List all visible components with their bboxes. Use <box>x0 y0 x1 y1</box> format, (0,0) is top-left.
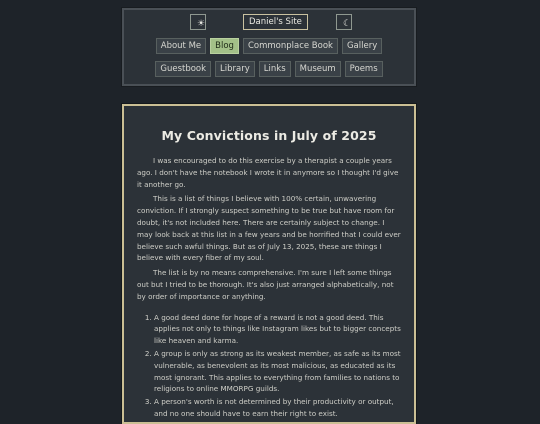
list-item: 2. A group is only as strong as its weakest member, as safe as its most vulnerable, as benevolent as its most malicious, as educated as its most ignorant. This applies to everything from families to nations to religions to online MMORPG guilds. <box>154 348 401 395</box>
list-item: 3. A person's worth is not determined by their productivity or output, and no one should have to earn their right to exist. <box>154 396 401 420</box>
nav-link-links[interactable]: Links <box>259 61 291 77</box>
convictions-list <box>137 312 401 420</box>
nav-link-library[interactable]: Library <box>215 61 255 77</box>
nav-link-commonplace-book[interactable]: Commonplace Book <box>243 38 338 54</box>
nav-link-guestbook[interactable]: Guestbook <box>155 61 211 77</box>
nav-link-museum[interactable]: Museum <box>295 61 341 77</box>
nav-row-primary <box>124 38 414 54</box>
nav-link-poems[interactable]: Poems <box>345 61 383 77</box>
light-mode-toggle-icon[interactable]: ☀ <box>190 14 206 30</box>
nav-row-secondary <box>124 61 414 77</box>
site-title[interactable]: Daniel's Site <box>243 14 308 30</box>
nav-link-gallery[interactable]: Gallery <box>342 38 382 54</box>
blog-post <box>122 104 416 424</box>
post-paragraph: This is a list of things I believe with 100% certain, unwavering conviction. If I strongly suspect something to be true but have room for doubt, it's not included here. There are certainly subject to change. I may look back at this list in a few years and be horrified that I could ever believe such awful things. But as of July 13, 2025, these are things I believe with every fiber of my soul. <box>137 194 401 263</box>
nav-link-blog[interactable]: Blog <box>210 38 239 54</box>
nav-link-about-me[interactable]: About Me <box>156 38 206 54</box>
site-header <box>122 8 416 86</box>
post-title: My Convictions in July of 2025 <box>161 128 377 143</box>
post-paragraph: The list is by no means comprehensive. I'm sure I left some things out but I tried to be thorough. It's also just arranged alphabetically, not by order of importance or anything. <box>137 268 394 301</box>
header-top-bar <box>124 14 414 32</box>
list-item: 1. A good deed done for hope of a reward is not a good deed. This applies not only to things like Instagram likes but to bigger concepts like heaven and karma. <box>154 312 401 347</box>
post-paragraph: I was encouraged to do this exercise by a therapist a couple years ago. I don't have the notebook I wrote it in anymore so I thought I'd give it another go. <box>137 156 399 189</box>
dark-mode-toggle-icon[interactable]: ☾ <box>336 14 352 30</box>
